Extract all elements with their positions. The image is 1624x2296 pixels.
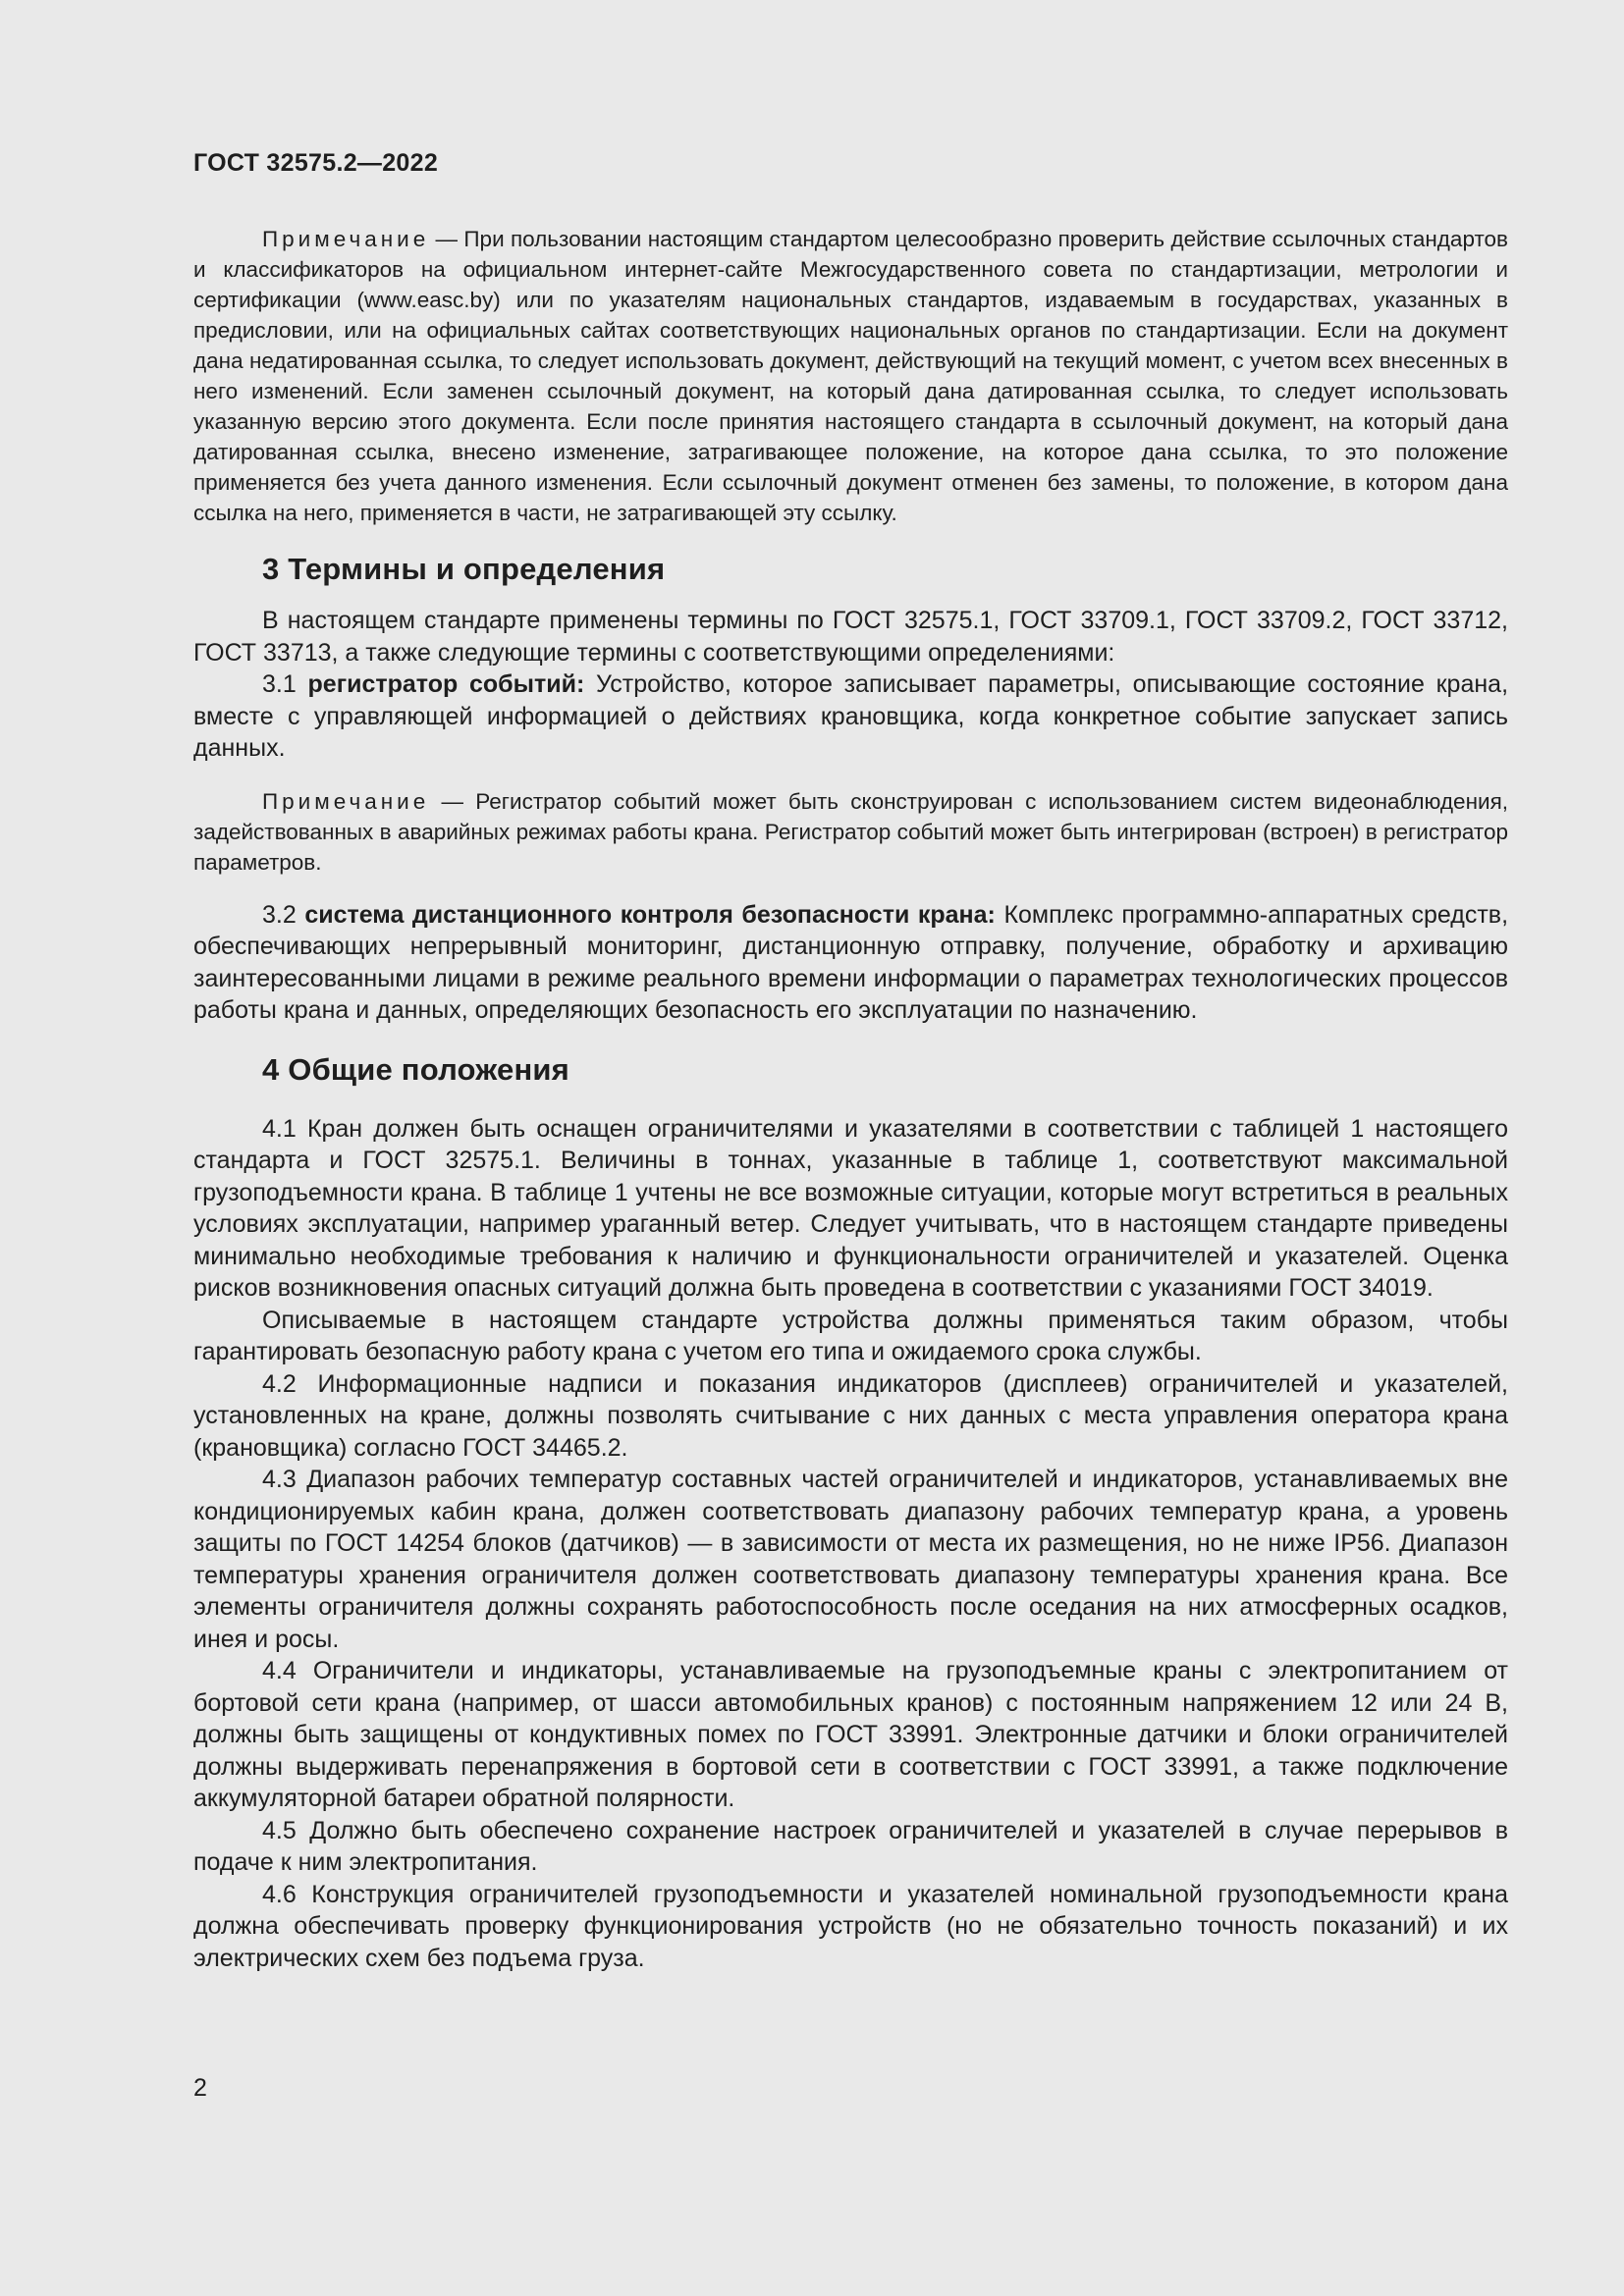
paragraph-4-2: 4.2 Информационные надписи и показания индикаторов (дисплеев) ограничителей и указателей, установленных на кране, должны позволять считывание с них данных с места управления оператора крана (крановщика) согласно ГОСТ 34465.2. [193, 1369, 1508, 1462]
term-3-1 [193, 668, 1508, 765]
term-definition: Устройство, которое записывает параметры, описывающие состояние крана, вместе с управляющей информацией о действиях крановщика, когда конкретное событие запускает запись данных. [193, 670, 1509, 762]
page-content [193, 224, 1508, 1974]
section-3-intro: В настоящем стандарте применены термины по ГОСТ 32575.1, ГОСТ 33709.1, ГОСТ 33709.2, ГОСТ 33712, ГОСТ 33713, а также следующие термины с соответствующими определениями: [193, 607, 1508, 667]
section-4-body [193, 1113, 1508, 1975]
paragraph-4-5: 4.5 Должно быть обеспечено сохранение настроек ограничителей и указателей в случае перерывов в подаче к ним электропитания. [193, 1816, 1508, 1876]
note-text: — Регистратор событий может быть сконструирован с использованием систем видеонаблюдения, задействованных в аварийных режимах работы крана. Регистратор событий может быть интегрирован (встроен) в регистратор параметров. [193, 788, 1508, 875]
term-number: 3.2 [262, 900, 305, 929]
standard-header: ГОСТ 32575.2—2022 [193, 149, 439, 177]
note-referenced-standards [193, 224, 1508, 528]
term-3-2 [193, 899, 1508, 1027]
term-number: 3.1 [262, 670, 308, 698]
term-name: система дистанционного контроля безопасности крана: [304, 900, 996, 929]
paragraph-4-3: 4.3 Диапазон рабочих температур составных частей ограничителей и индикаторов, устанавливаемых вне кондиционируемых кабин крана, должен соответствовать диапазону рабочих температур крана, а уровень защиты по ГОСТ 14254 блоков (датчиков) — в зависимости от места их размещения, но не ниже IP56. Диапазон температуры хранения ограничителя должен соответствовать диапазону температуры хранения крана. Все элементы ограничителя должны сохранять работоспособность после оседания на них атмосферных осадков, инея и росы. [193, 1466, 1508, 1653]
page-number: 2 [193, 2074, 207, 2102]
section-4-heading: 4 Общие положения [262, 1051, 569, 1087]
note-event-recorder [193, 786, 1508, 878]
term-name: регистратор событий: [307, 670, 585, 698]
paragraph-4-4: 4.4 Ограничители и индикаторы, устанавливаемые на грузоподъемные краны с электропитанием от бортовой сети крана (например, от шасси автомобильных кранов) с постоянным напряжением 12 или 24 В, должны быть защищены от кондуктивных помех по ГОСТ 33991. Электронные датчики и блоки ограничителей должны выдерживать перенапряжения в бортовой сети в соответствии с ГОСТ 33991, а также подключение аккумуляторной батареи обратной полярности. [193, 1657, 1508, 1812]
paragraph-4-6: 4.6 Конструкция ограничителей грузоподъемности и указателей номинальной грузоподъемности крана должна обеспечивать проверку функционирования устройств (но не обязательно точность показаний) и их электрических схем без подъема груза. [193, 1880, 1508, 1972]
note-label: Примечание [262, 227, 430, 251]
note-text: — При пользовании настоящим стандартом целесообразно проверить действие ссылочных стандартов и классификаторов на официальном интернет-сайте Межгосударственного совета по стандартизации, метрологии и сертификации (www.easc.by) или по указателям национальных стандартов, издаваемым в государствах, указанных в предисловии, или на официальных сайтах соответствующих национальных органов по стандартизации. Если на документ дана недатированная ссылка, то следует использовать документ, действующий на текущий момент, с учетом всех внесенных в него изменений. Если заменен ссылочный документ, на который дана датированная ссылка, то следует использовать указанную версию этого документа. Если после принятия настоящего стандарта в ссылочный документ, на который дана датированная ссылка, внесено изменение, затрагивающее положение, на которое дана ссылка, то это положение применяется без учета данного изменения. Если ссылочный документ отменен без замены, то положение, в котором дана ссылка на него, применяется в части, не затрагивающей эту ссылку. [193, 227, 1508, 525]
section-3-heading: 3 Термины и определения [262, 552, 666, 586]
paragraph-4-1: 4.1 Кран должен быть оснащен ограничителями и указателями в соответствии с таблицей 1 настоящего стандарта и ГОСТ 32575.1. Величины в тоннах, указанные в таблице 1, соответствуют максимальной грузоподъемности крана. В таблице 1 учтены не все возможные ситуации, которые могут встретиться в реальных условиях эксплуатации, например ураганный ветер. Следует учитывать, что в настоящем стандарте приведены минимально необходимые требования к наличию и функциональности ограничителей и указателей. Оценка рисков возникновения опасных ситуаций должна быть проведена в соответствии с указаниями ГОСТ 34019. [193, 1114, 1508, 1302]
paragraph-4-1-continued: Описываемые в настоящем стандарте устройства должны применяться таким образом, чтобы гарантировать безопасную работу крана с учетом его типа и ожидаемого срока службы. [193, 1306, 1508, 1365]
term-definition: Комплекс программно-аппаратных средств, обеспечивающих непрерывный мониторинг, дистанционную отправку, получение, обработку и архивацию заинтересованными лицами в режиме реального времени информации о параметрах технологических процессов работы крана и данных, определяющих безопасность его эксплуатации по назначению. [193, 900, 1509, 1024]
note-label: Примечание [262, 788, 430, 814]
